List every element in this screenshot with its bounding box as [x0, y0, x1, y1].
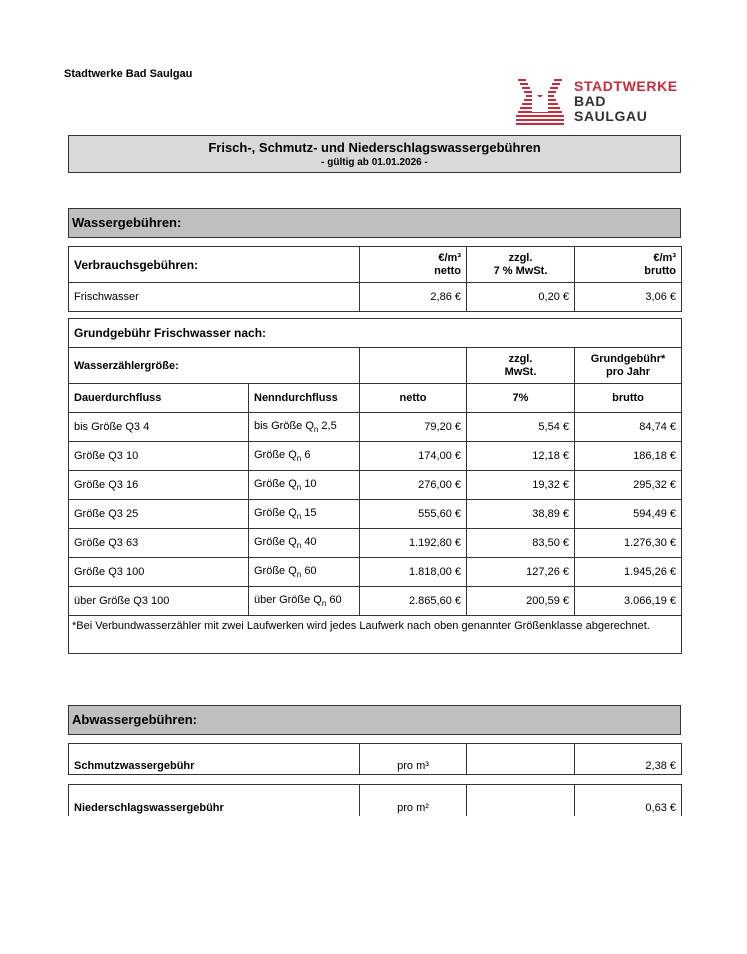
- schmutzwasser-table: [68, 743, 682, 775]
- brutto-cell: 295,32 €: [575, 471, 682, 500]
- niederschlagswasser-table: [68, 784, 682, 816]
- nenn-value: 15: [304, 506, 317, 519]
- mwst-cell: 12,18 €: [467, 442, 575, 471]
- nenn-prefix: Größe Q: [254, 535, 297, 548]
- schmutzwasser-unit: pro m³: [360, 744, 467, 775]
- company-name: Stadtwerke Bad Saulgau: [64, 68, 193, 80]
- col-nenndurchfluss: Nenndurchfluss: [249, 384, 360, 413]
- grundgebuehr-label: Grundgebühr Frischwasser nach:: [69, 319, 682, 348]
- nenndurchfluss-cell: [249, 442, 360, 471]
- brutto-cell: 84,74 €: [575, 413, 682, 442]
- nenndurchfluss-cell: [249, 413, 360, 442]
- nenn-value: 2,5: [321, 419, 337, 432]
- dauerdurchfluss-cell: Größe Q3 100: [69, 558, 249, 587]
- schmutzwasser-price: 2,38 €: [575, 744, 682, 775]
- col-mwst: 7%: [467, 384, 575, 413]
- nenndurchfluss-cell: [249, 529, 360, 558]
- logo-line-3: SAULGAU: [574, 108, 648, 124]
- netto-cell: 79,20 €: [360, 413, 467, 442]
- table-row: [69, 471, 682, 500]
- table-row: [69, 529, 682, 558]
- verbrauch-col-brutto: [575, 247, 682, 283]
- footnote: *Bei Verbundwasserzähler mit zwei Laufwerken wird jedes Laufwerk nach oben genannter Größenklasse abgerechnet.: [69, 616, 682, 654]
- nenn-prefix: Größe Q: [254, 448, 297, 461]
- nenndurchfluss-cell: [249, 587, 360, 616]
- nenn-prefix: Größe Q: [254, 506, 297, 519]
- nenn-value: 6: [304, 448, 311, 461]
- dauerdurchfluss-cell: Größe Q3 25: [69, 500, 249, 529]
- nenn-value: 60: [304, 564, 317, 577]
- frischwasser-mwst: 0,20 €: [467, 283, 575, 312]
- grund-col-brutto-head: [575, 348, 682, 384]
- note-row: [69, 616, 682, 654]
- brutto-cell: 186,18 €: [575, 442, 682, 471]
- mwst-cell: 127,26 €: [467, 558, 575, 587]
- table-row: [69, 413, 682, 442]
- nenn-subscript: n: [321, 599, 327, 609]
- grund-col-mwst-head-l1: zzgl.: [508, 352, 533, 365]
- brutto-cell: 594,49 €: [575, 500, 682, 529]
- frischwasser-netto: 2,86 €: [360, 283, 467, 312]
- table-row: [69, 283, 682, 312]
- nenn-value: 10: [304, 477, 317, 490]
- frischwasser-brutto: 3,06 €: [575, 283, 682, 312]
- netto-cell: 2.865,60 €: [360, 587, 467, 616]
- grundgebuehr-label-row: [69, 319, 682, 348]
- zaehler-label: Wasserzählergröße:: [69, 348, 360, 384]
- empty-cell: [467, 744, 575, 775]
- netto-cell: 555,60 €: [360, 500, 467, 529]
- nenn-value: 40: [304, 535, 317, 548]
- brutto-cell: 1.276,30 €: [575, 529, 682, 558]
- nenn-subscript: n: [296, 570, 302, 580]
- verbrauch-table: [68, 246, 682, 312]
- verbrauch-col-netto-l1: €/m³: [438, 251, 461, 264]
- nenndurchfluss-cell: [249, 471, 360, 500]
- nenn-prefix: über Größe Q: [254, 593, 322, 606]
- section-abwassergebuehren: Abwassergebühren:: [68, 705, 681, 735]
- dauerdurchfluss-cell: bis Größe Q3 4: [69, 413, 249, 442]
- stadtwerke-logo: [514, 78, 684, 126]
- netto-cell: 1.192,80 €: [360, 529, 467, 558]
- verbrauch-label: Verbrauchsgebühren:: [69, 247, 360, 283]
- nenn-prefix: bis Größe Q: [254, 419, 314, 432]
- mwst-cell: 5,54 €: [467, 413, 575, 442]
- grund-col-brutto-head-l1: Grundgebühr*: [590, 352, 666, 365]
- dauerdurchfluss-cell: über Größe Q3 100: [69, 587, 249, 616]
- nenn-subscript: n: [296, 541, 302, 551]
- niederschlagswasser-price: 0,63 €: [575, 785, 682, 816]
- grund-col-mwst-head-l2: MwSt.: [504, 365, 537, 378]
- frischwasser-label: Frischwasser: [69, 283, 360, 312]
- table-row: [69, 558, 682, 587]
- table-row: [69, 587, 682, 616]
- col-dauerdurchfluss: Dauerdurchfluss: [69, 384, 249, 413]
- brutto-cell: 3.066,19 €: [575, 587, 682, 616]
- logo-line-2: BAD: [574, 93, 607, 109]
- verbrauch-header-row: [69, 247, 682, 283]
- mwst-cell: 19,32 €: [467, 471, 575, 500]
- nenndurchfluss-cell: [249, 558, 360, 587]
- brutto-cell: 1.945,26 €: [575, 558, 682, 587]
- verbrauch-col-mwst-l2: 7 % MwSt.: [493, 264, 548, 277]
- nenn-subscript: n: [296, 483, 302, 493]
- empty-cell: [360, 348, 467, 384]
- netto-cell: 174,00 €: [360, 442, 467, 471]
- col-netto: netto: [360, 384, 467, 413]
- grund-col-brutto-head-l2: pro Jahr: [605, 365, 650, 378]
- verbrauch-col-netto: [360, 247, 467, 283]
- verbrauch-col-mwst-l1: zzgl.: [508, 251, 533, 264]
- verbrauch-col-brutto-l2: brutto: [644, 264, 676, 277]
- nenn-prefix: Größe Q: [254, 564, 297, 577]
- grundgebuehr-column-row: [69, 384, 682, 413]
- niederschlagswasser-label: Niederschlagswassergebühr: [69, 785, 360, 816]
- col-brutto: brutto: [575, 384, 682, 413]
- netto-cell: 276,00 €: [360, 471, 467, 500]
- table-row: [69, 500, 682, 529]
- page-title: Frisch-, Schmutz- und Niederschlagswassergebühren: [208, 140, 541, 155]
- logo-mark-icon: [514, 78, 566, 126]
- niederschlagswasser-unit: pro m²: [360, 785, 467, 816]
- dauerdurchfluss-cell: Größe Q3 10: [69, 442, 249, 471]
- title-box: [68, 135, 681, 173]
- mwst-cell: 200,59 €: [467, 587, 575, 616]
- table-row: [69, 442, 682, 471]
- logo-line-1: STADTWERKE: [574, 78, 678, 94]
- verbrauch-col-brutto-l1: €/m³: [653, 251, 676, 264]
- grund-col-mwst-head: [467, 348, 575, 384]
- section-wassergebuehren: Wassergebühren:: [68, 208, 681, 238]
- nenn-value: 60: [329, 593, 342, 606]
- grundgebuehr-header-row: [69, 348, 682, 384]
- empty-cell: [467, 785, 575, 816]
- mwst-cell: 38,89 €: [467, 500, 575, 529]
- verbrauch-col-mwst: [467, 247, 575, 283]
- nenn-subscript: n: [313, 425, 319, 435]
- dauerdurchfluss-cell: Größe Q3 16: [69, 471, 249, 500]
- mwst-cell: 83,50 €: [467, 529, 575, 558]
- schmutzwasser-label: Schmutzwassergebühr: [69, 744, 360, 775]
- dauerdurchfluss-cell: Größe Q3 63: [69, 529, 249, 558]
- grundgebuehr-table: [68, 318, 682, 654]
- nenndurchfluss-cell: [249, 500, 360, 529]
- nenn-prefix: Größe Q: [254, 477, 297, 490]
- validity-date: - gültig ab 01.01.2026 -: [321, 157, 428, 168]
- nenn-subscript: n: [296, 512, 302, 522]
- table-row: [69, 785, 682, 816]
- table-row: [69, 744, 682, 775]
- verbrauch-col-netto-l2: netto: [434, 264, 461, 277]
- netto-cell: 1.818,00 €: [360, 558, 467, 587]
- nenn-subscript: n: [296, 454, 302, 464]
